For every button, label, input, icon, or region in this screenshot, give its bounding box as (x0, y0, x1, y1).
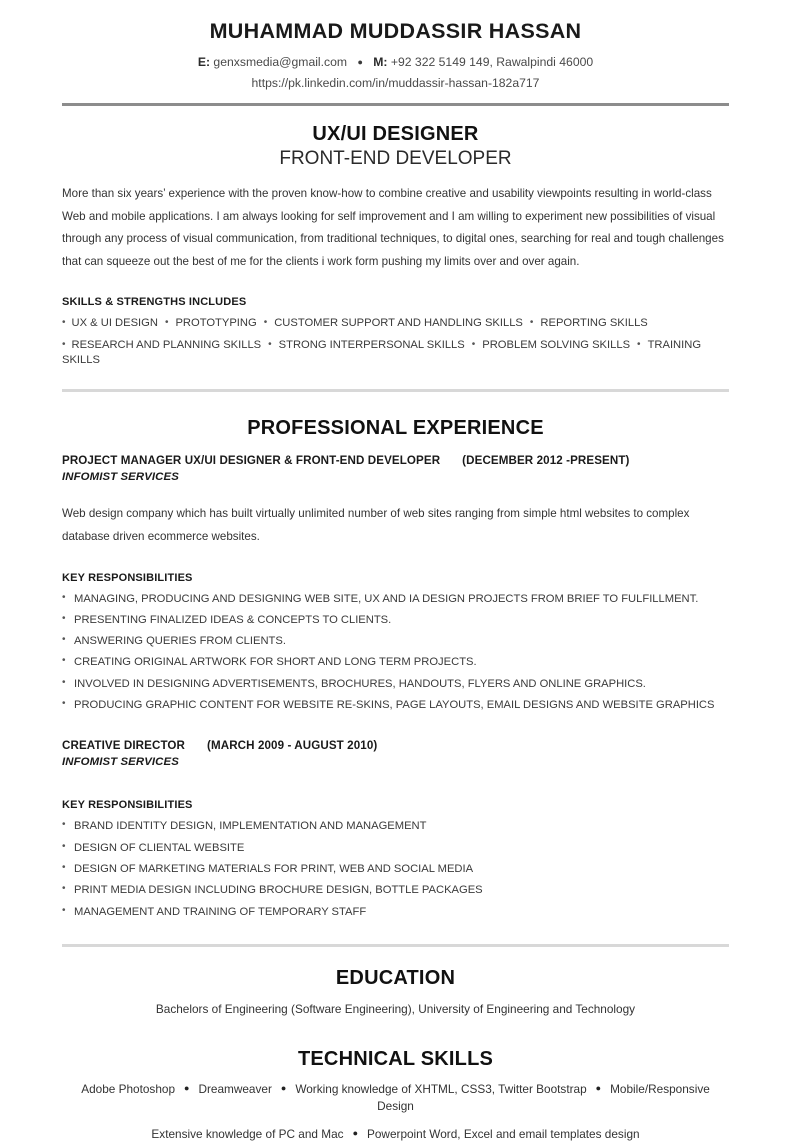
contact-separator-icon: ● (357, 57, 363, 68)
tech-skill-item: Powerpoint Word, Excel and email templates design (367, 1127, 640, 1141)
bullet-icon: ● (280, 1082, 287, 1093)
list-item: • INVOLVED IN DESIGNING ADVERTISEMENTS, BROCHURES, HANDOUTS, FLYERS AND ONLINE GRAPHICS. (62, 678, 729, 690)
job-company: INFOMIST SERVICES (62, 756, 179, 769)
bullet-icon: • (268, 339, 272, 351)
skill-item: STRONG INTERPERSONAL SKILLS (278, 339, 465, 352)
list-item: • PRODUCING GRAPHIC CONTENT FOR WEBSITE RE-SKINS, PAGE LAYOUTS, EMAIL DESIGNS AND WEBSITE GRAPHICS (62, 699, 729, 711)
bullet-icon: ● (184, 1082, 190, 1093)
headline-primary: UX/UI DESIGNER (312, 123, 479, 146)
bullet-icon: • (62, 339, 66, 351)
header-divider (62, 103, 729, 106)
skill-item: PROTOTYPING (175, 316, 257, 329)
mobile-value: +92 322 5149 149, Rawalpindi 46000 (390, 54, 594, 69)
skill-item: RESEARCH AND PLANNING SKILLS (71, 339, 262, 352)
responsibilities-heading: KEY RESPONSIBILITIES (62, 571, 193, 584)
job-role-line (62, 454, 729, 467)
tech-skill-item: Dreamweaver (198, 1081, 272, 1096)
job-role-title: PROJECT MANAGER UX/UI DESIGNER & FRONT-END DEVELOPER (62, 454, 441, 468)
job-company: INFOMIST SERVICES (62, 471, 179, 484)
linkedin-line (62, 75, 729, 93)
list-item: • CREATING ORIGINAL ARTWORK FOR SHORT AND LONG TERM PROJECTS. (62, 656, 729, 668)
job-role-line (62, 739, 729, 752)
skills-row-1 (62, 316, 729, 331)
headline-secondary: FRONT-END DEVELOPER (279, 148, 512, 170)
responsibilities-list (62, 593, 729, 712)
technical-skills-row-1 (62, 1081, 729, 1116)
tech-skill-item: Extensive knowledge of PC and Mac (151, 1127, 344, 1141)
responsibilities-heading: KEY RESPONSIBILITIES (62, 799, 193, 812)
tech-skill-item: Adobe Photoshop (81, 1081, 176, 1096)
job-company-description: Web design company which has built virtually unlimited number of web sites ranging from simple html websites to complex database driven ecommerce websites. (62, 507, 690, 543)
email-value[interactable]: genxsmedia@gmail.com (213, 54, 348, 69)
experience-divider (62, 389, 729, 392)
contact-line (62, 54, 729, 72)
skills-heading: SKILLS & STRENGTHS INCLUDES (62, 295, 247, 308)
section-title-experience: PROFESSIONAL EXPERIENCE (247, 417, 544, 440)
linkedin-url[interactable]: https://pk.linkedin.com/in/muddassir-hassan-182a717 (251, 75, 540, 90)
profile-summary: More than six years’ experience with the proven know-how to combine creative and usability viewpoints resulting in world-class Web and mobile applications. I am always looking for self improvement and I am willing to experiment new possibilities of visual through any process of visual communication, from traditional techniques, to digital ones, searching for real and tough challenges that can squeeze out the best of me for the clients i work form pushing my limits over and over again. (62, 187, 724, 269)
list-item: • MANAGEMENT AND TRAINING OF TEMPORARY STAFF (62, 906, 729, 918)
job-dates: (MARCH 2009 - AUGUST 2010) (207, 739, 378, 753)
section-title-technical-skills: TECHNICAL SKILLS (297, 1047, 494, 1070)
bullet-icon: • (263, 316, 268, 328)
skill-item: CUSTOMER SUPPORT AND HANDLING SKILLS (274, 316, 523, 329)
bullet-icon: • (164, 316, 169, 328)
bullet-icon: • (637, 339, 641, 351)
bullet-icon: ● (352, 1128, 358, 1138)
skill-item: REPORTING SKILLS (540, 316, 648, 329)
tech-skill-item: Mobile/Responsive Design (377, 1081, 710, 1114)
list-item: • BRAND IDENTITY DESIGN, IMPLEMENTATION AND MANAGEMENT (62, 820, 729, 832)
skills-row-2 (62, 338, 729, 367)
skill-item: PROBLEM SOLVING SKILLS (482, 339, 631, 352)
bullet-icon: • (529, 316, 534, 328)
technical-skills-row-2 (62, 1126, 729, 1144)
list-item: • DESIGN OF CLIENTAL WEBSITE (62, 842, 729, 854)
education-divider (62, 944, 729, 947)
list-item: • PRINT MEDIA DESIGN INCLUDING BROCHURE DESIGN, BOTTLE PACKAGES (62, 884, 729, 896)
education-entry: Bachelors of Engineering (Software Engineering), University of Engineering and Technology (155, 1001, 636, 1016)
section-title-education: EDUCATION (335, 966, 456, 989)
job-role-title: CREATIVE DIRECTOR (62, 739, 186, 753)
mobile-label: M: (373, 54, 388, 69)
bullet-icon: ● (595, 1082, 602, 1093)
list-item: • DESIGN OF MARKETING MATERIALS FOR PRINT, WEB AND SOCIAL MEDIA (62, 863, 729, 875)
list-item: • ANSWERING QUERIES FROM CLIENTS. (62, 635, 729, 647)
skill-item: TRAINING SKILLS (62, 339, 702, 366)
candidate-name: MUHAMMAD MUDDASSIR HASSAN (209, 19, 582, 43)
list-item: • MANAGING, PRODUCING AND DESIGNING WEB SITE, UX AND IA DESIGN PROJECTS FROM BRIEF TO FULFILLMENT. (62, 593, 729, 605)
skill-item: UX & UI DESIGN (71, 316, 158, 329)
responsibilities-list (62, 820, 729, 918)
list-item: • PRESENTING FINALIZED IDEAS & CONCEPTS TO CLIENTS. (62, 614, 729, 626)
email-label: E: (197, 54, 211, 69)
tech-skill-item: Working knowledge of XHTML, CSS3, Twitter Bootstrap (295, 1081, 587, 1096)
job-dates: (DECEMBER 2012 -PRESENT) (462, 454, 630, 468)
bullet-icon: • (471, 339, 476, 351)
bullet-icon: • (62, 316, 66, 328)
